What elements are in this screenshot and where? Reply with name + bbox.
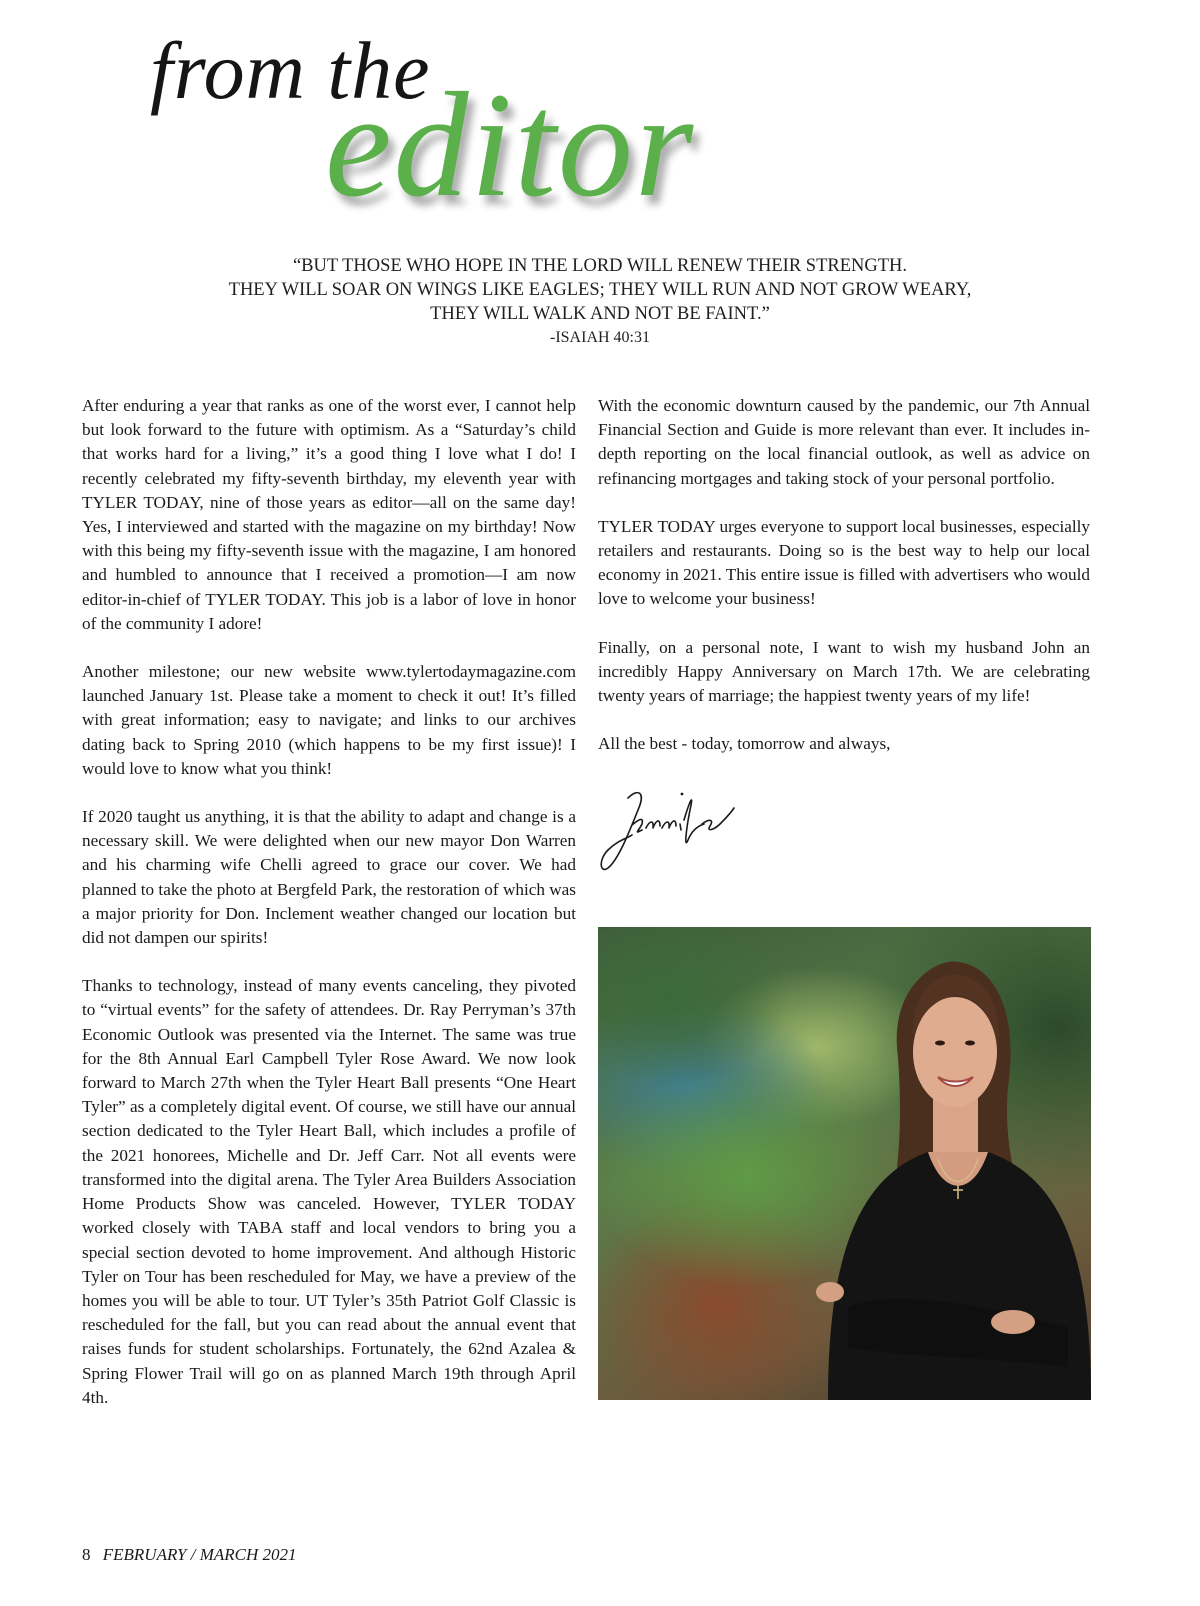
quote-line-3: THEY WILL WALK AND NOT BE FAINT.”: [430, 304, 770, 324]
left-column: [82, 394, 576, 1434]
scripture-quote: [150, 254, 1050, 350]
quote-line-2: THEY WILL SOAR ON WINGS LIKE EAGLES; THEY WILL RUN AND NOT GROW WEARY,: [228, 280, 972, 300]
quote-attribution: -ISAIAH 40:31: [550, 329, 650, 346]
right-paragraph-1: With the economic downturn caused by the pandemic, our 7th Annual Financial Section and Guide is more relevant than ever. It includes in-depth reporting on the local financial outlook, as well as advice on refinancing mortgages and taking stock of your personal portfolio.: [598, 396, 1090, 488]
left-paragraph-1: After enduring a year that ranks as one of the worst ever, I cannot help but look forward to the future with optimism. As a “Saturday’s child that works hard for a living,” it’s a good thing I love what I do! I recently celebrated my fifty-seventh birthday, my eleventh year with TYLER TODAY, nine of those years as editor—all on the same day! Yes, I interviewed and started with the magazine on my birthday! Now with this being my fifty-seventh issue with the magazine, I am honored and humbled to announce that I received a promotion—I am now editor-in-chief of TYLER TODAY. This job is a labor of love in honor of the community I adore!: [82, 396, 576, 633]
left-paragraph-2: Another milestone; our new website www.tylertodaymagazine.com launched January 1st. Please take a moment to check it out! It’s filled with great information; easy to navigate; and links to our archives dating back to Spring 2010 (which happens to be my first issue)! I would love to know what you think!: [82, 662, 576, 778]
issue-date: FEBRUARY / MARCH 2021: [102, 1545, 297, 1564]
left-paragraph-3: If 2020 taught us anything, it is that the ability to adapt and change is a necessary skill. We were delighted when our new mayor Don Warren and his charming wife Chelli agreed to grace our cover. We had planned to take the photo at Bergfeld Park, the restoration of which was a major priority for Don. Inclement weather changed our location but did not dampen our spirits!: [82, 807, 576, 948]
left-paragraph-4: Thanks to technology, instead of many events canceling, they pivoted to “virtual events” for the safety of attendees. Dr. Ray Perryman’s 37th Economic Outlook was presented via the Internet. The same was true for the 8th Annual Earl Campbell Tyler Rose Award. We now look forward to March 27th when the Tyler Heart Ball presents “One Heart Tyler” as a completely digital event. Of course, we still have our annual section dedicated to the Tyler Heart Ball, which includes a profile of the 2021 honorees, Michelle and Dr. Jeff Carr. Not all events were transformed into the digital arena. The Tyler Area Builders Association Home Products Show was canceled. However, TYLER TODAY worked closely with TABA staff and local vendors to bring you a special section devoted to home improvement. And although Historic Tyler on Tour has been rescheduled for May, we have a preview of the homes you will be able to tour. UT Tyler’s 35th Patriot Golf Classic is rescheduled for the fall, but you can read about the annual event that raises funds for student scholarships. Fortunately, the 62nd Azalea & Spring Flower Trail will go on as planned March 19th through April 4th.: [82, 976, 576, 1407]
sign-off: All the best - today, tomorrow and always,: [598, 734, 891, 754]
right-column: [598, 394, 1090, 780]
page-number: 8: [82, 1545, 91, 1564]
title-from-the: from the: [150, 25, 431, 116]
right-paragraph-3: Finally, on a personal note, I want to wish my husband John an incredibly Happy Anniversary on March 17th. We are celebrating twenty years of marriage; the happiest twenty years of my life!: [598, 637, 1090, 706]
page-footer: [82, 1545, 297, 1565]
handwritten-signature: [598, 780, 758, 875]
portrait-figure: [598, 927, 1091, 1400]
quote-line-1: “BUT THOSE WHO HOPE IN THE LORD WILL RENEW THEIR STRENGTH.: [292, 256, 908, 276]
right-paragraph-2: TYLER TODAY urges everyone to support local businesses, especially retailers and restaurants. Doing so is the best way to help our local economy in 2021. This entire issue is filled with advertisers who would love to welcome your business!: [598, 516, 1090, 609]
title-editor: editor: [325, 62, 696, 228]
editor-portrait-photo: [598, 927, 1091, 1400]
